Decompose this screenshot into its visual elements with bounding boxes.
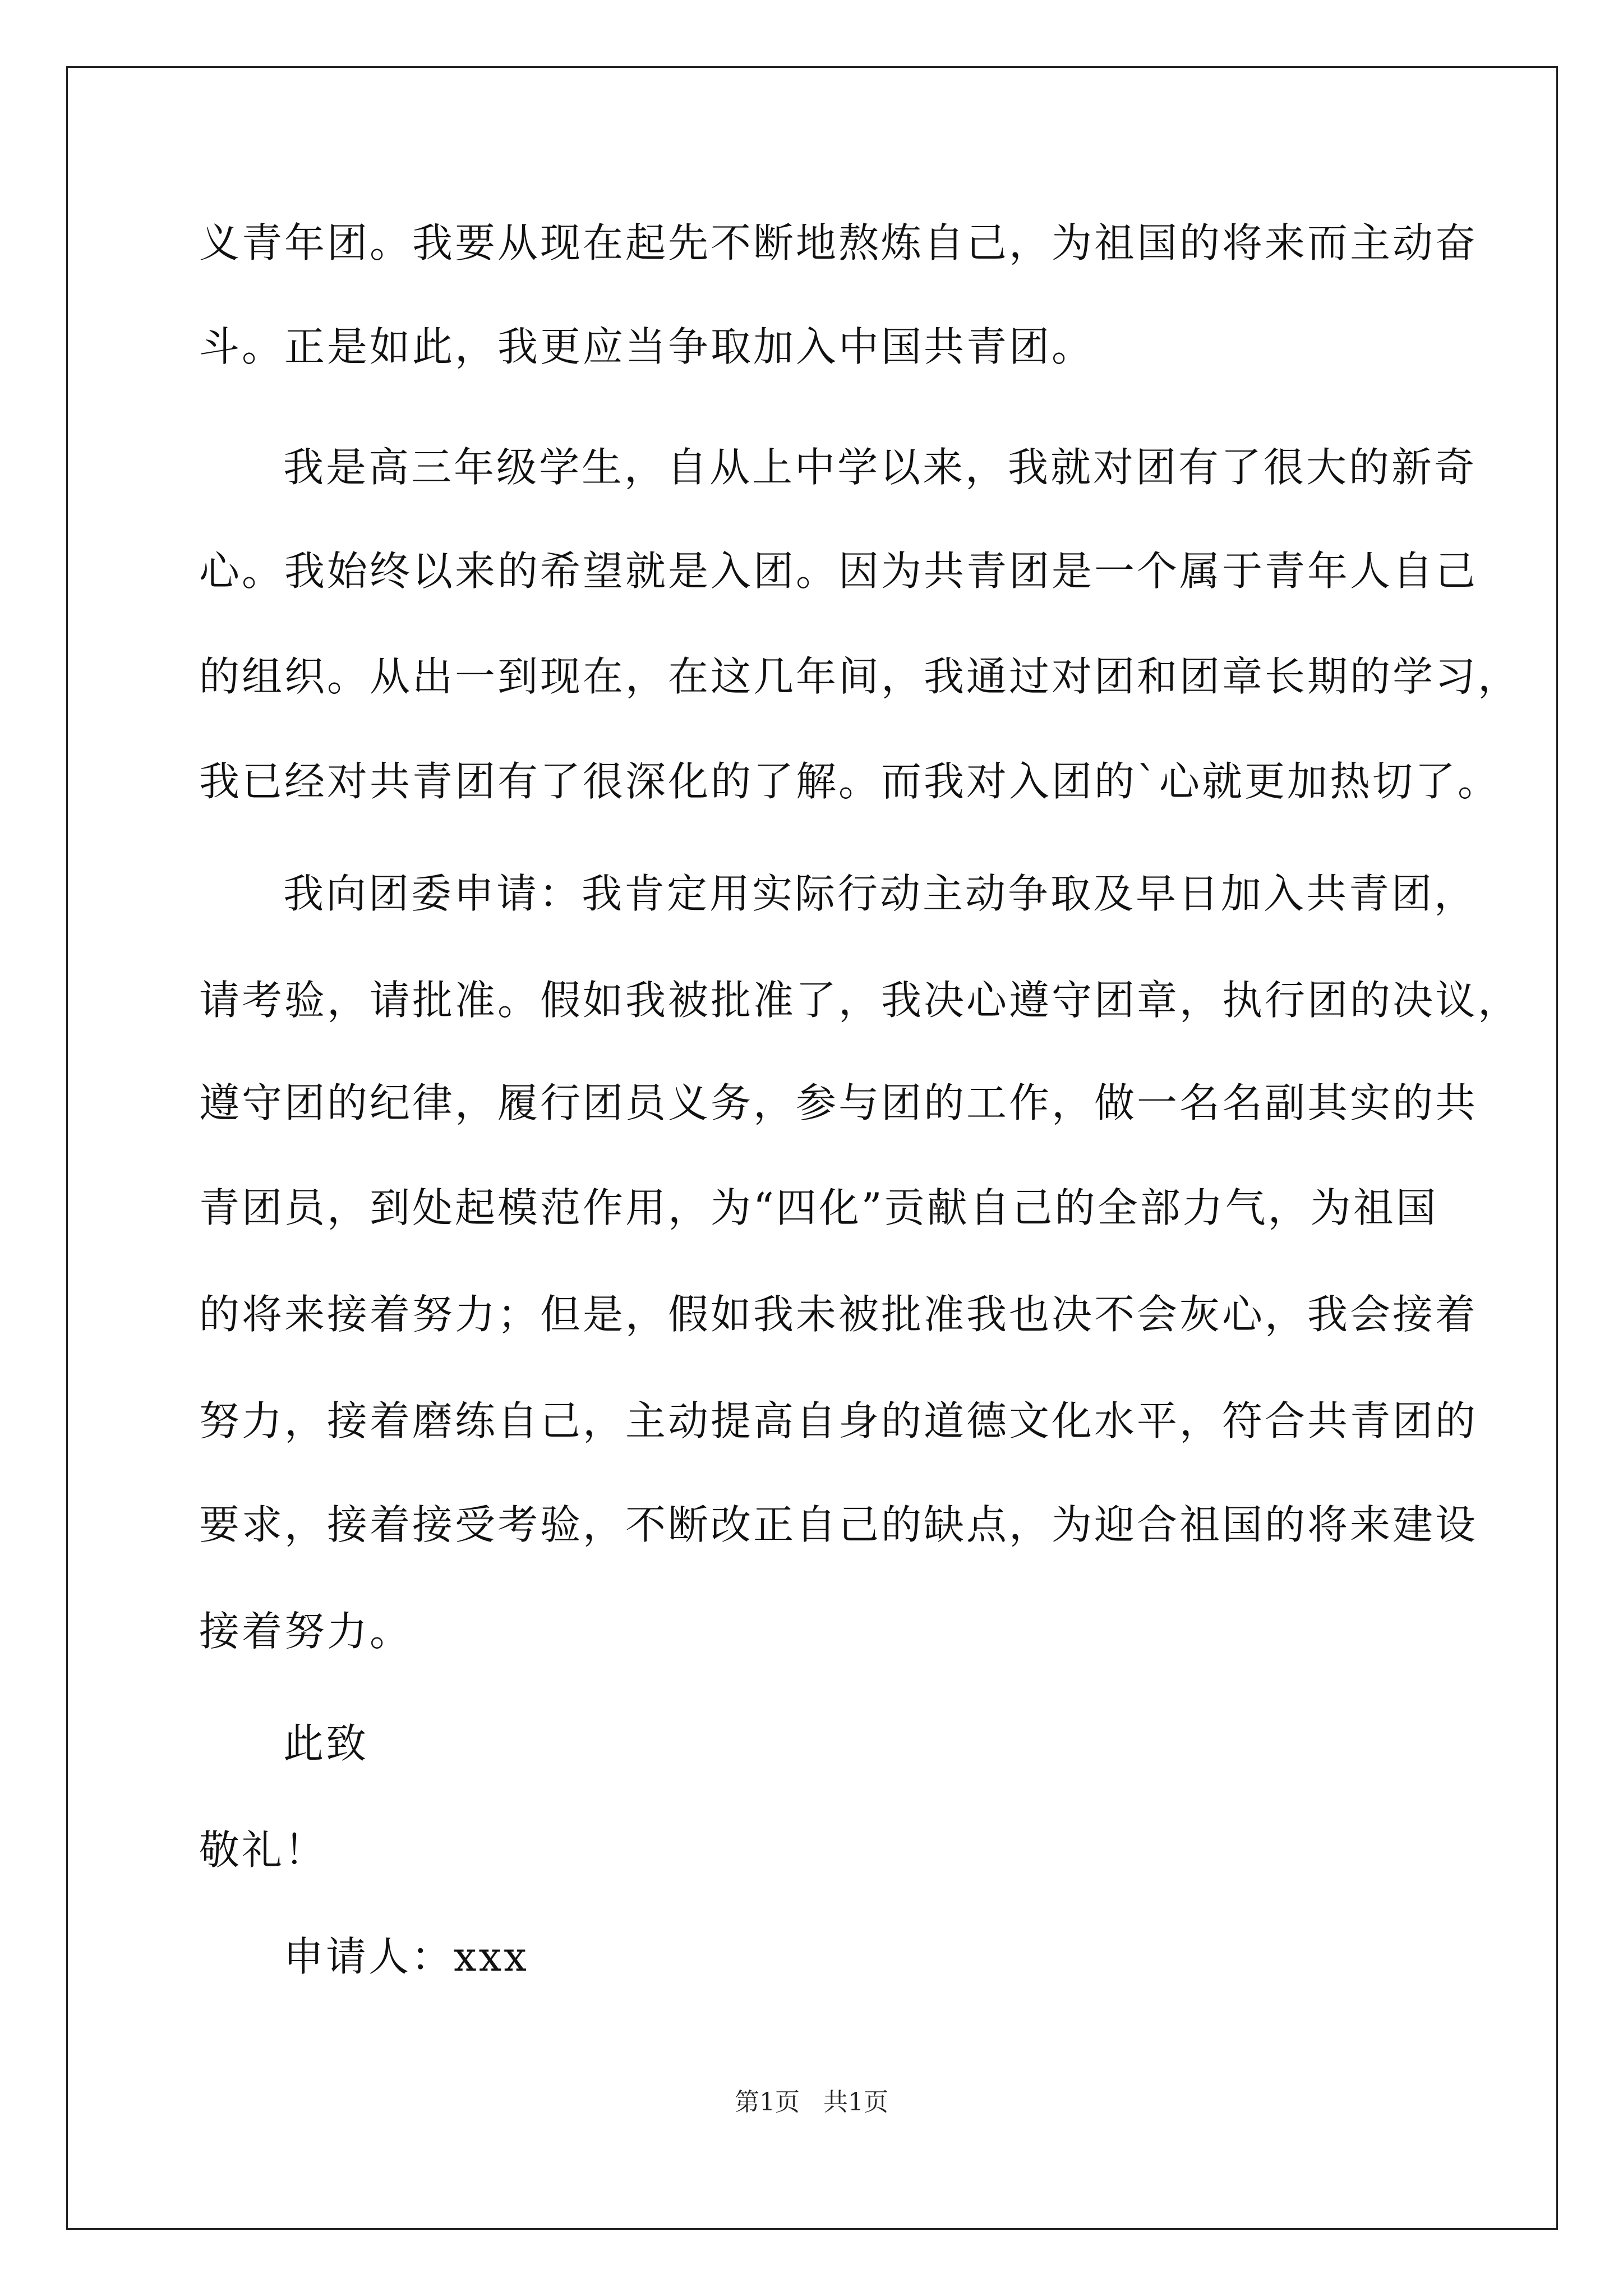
applicant-signature: 申请人：xxx xyxy=(283,1933,529,1980)
closing-salutation: 此致 xyxy=(283,1720,369,1767)
text-line: 心。我始终以来的希望就是入团。因为共青团是一个属于青年人自己 xyxy=(199,547,1478,595)
text-line: 努力，接着磨练自己，主动提高自身的道德文化水平，符合共青团的 xyxy=(199,1397,1478,1444)
text-line: 斗。正是如此，我更应当争取加入中国共青团。 xyxy=(199,323,1095,370)
text-line: 请考验，请批准。假如我被批准了，我决心遵守团章，执行团的决议， xyxy=(199,977,1521,1024)
text-line: 我已经对共青团有了很深化的了解。而我对入团的`心就更加热切了。 xyxy=(199,758,1501,805)
paragraph-start-line: 我是高三年级学生，自从上中学以来，我就对团有了很大的新奇 xyxy=(283,444,1477,491)
text-line: 遵守团的纪律，履行团员义务，参与团的工作，做一名名副其实的共 xyxy=(199,1079,1478,1126)
text-line: 要求，接着接受考验，不断改正自己的缺点，为迎合祖国的将来建设 xyxy=(199,1501,1478,1548)
closing-respect: 敬礼！ xyxy=(199,1826,328,1874)
text-line: 接着努力。 xyxy=(199,1608,413,1655)
paragraph-start-line: 我向团委申请：我肯定用实际行动主动争取及早日加入共青团， xyxy=(283,870,1477,917)
text-line: 的将来接着努力；但是，假如我未被批准我也决不会灰心，我会接着 xyxy=(199,1291,1478,1338)
page-border xyxy=(66,66,1558,2230)
text-line: 青团员，到处起模范作用，为“四化”贡献自己的全部力气，为祖国 xyxy=(199,1184,1438,1231)
text-line: 的组织。从出一到现在，在这几年间，我通过对团和团章长期的学习， xyxy=(199,653,1521,700)
text-line: 义青年团。我要从现在起先不断地熬炼自己，为祖国的将来而主动奋 xyxy=(199,219,1478,266)
page-footer: 第1页 共1页 xyxy=(735,2088,888,2116)
